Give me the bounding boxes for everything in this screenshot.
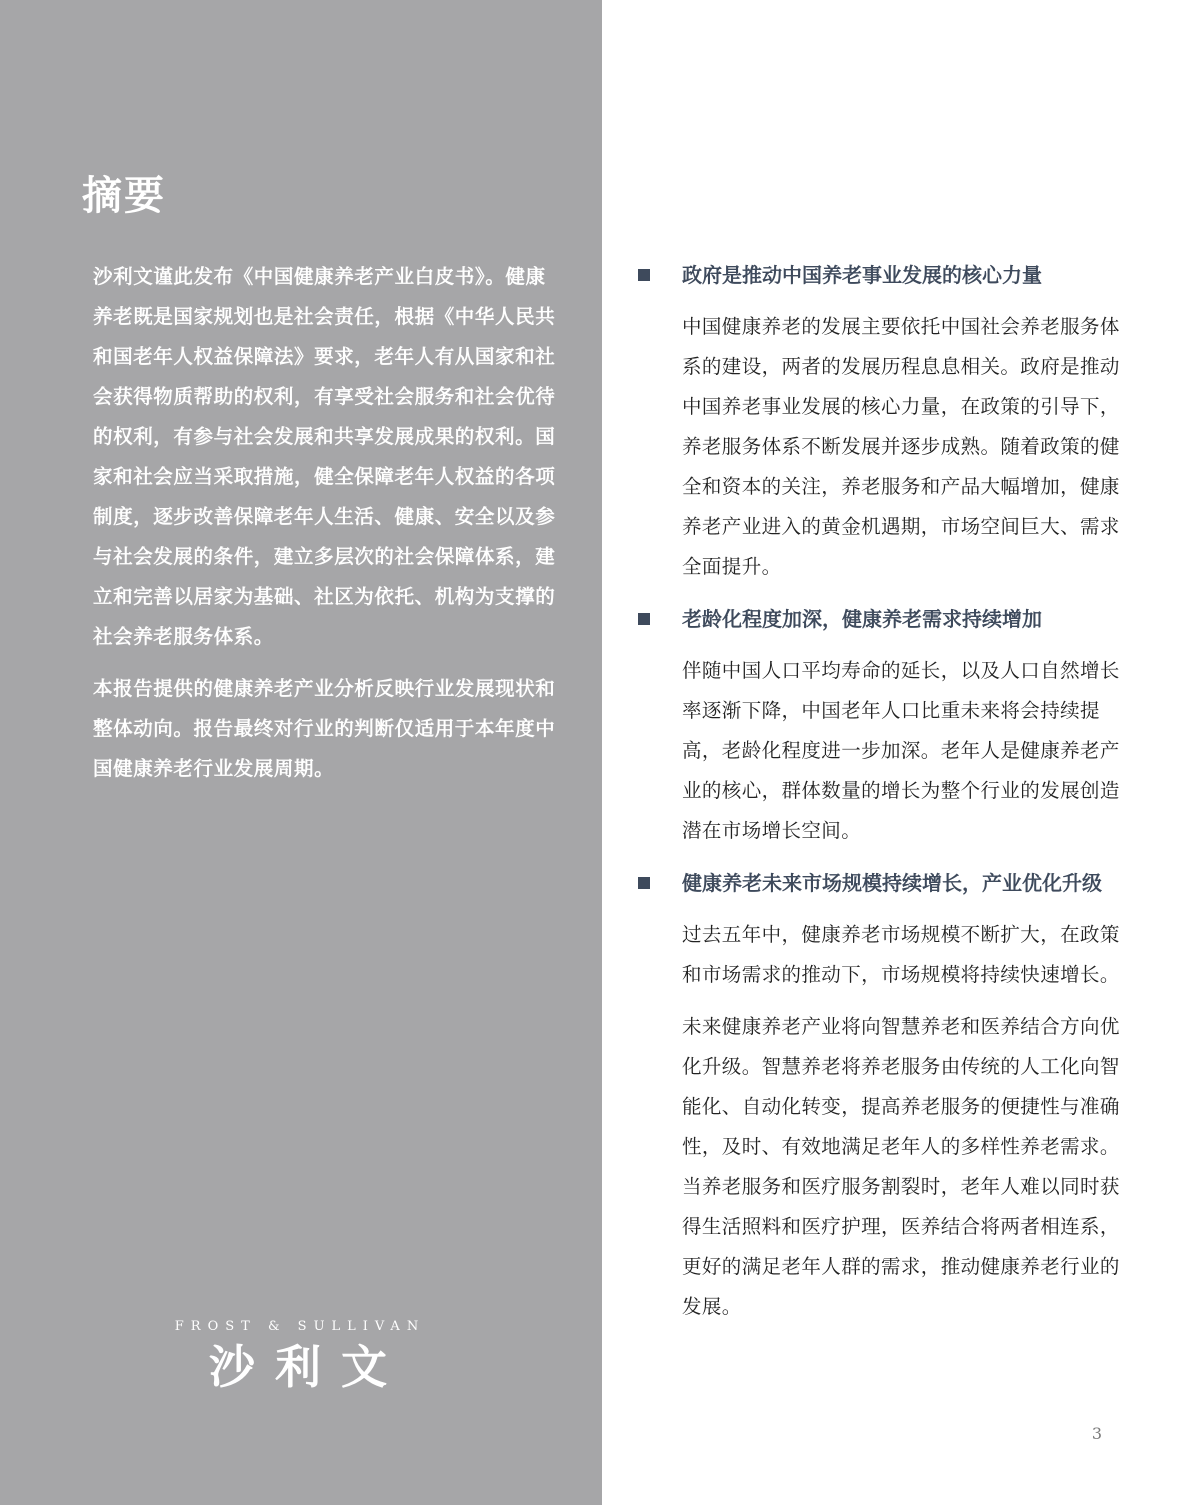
section-header [638, 255, 1138, 295]
page-number: 3 [1091, 1424, 1103, 1443]
finding-section [638, 863, 1138, 1327]
summary-paragraph: 本报告提供的健康养老产业分析反映行业发展现状和整体动向。报告最终对行业的判断仅适用于本年度中国健康养老行业发展周期。 [93, 677, 556, 780]
frost-sullivan-logo [150, 1318, 450, 1396]
section-header [638, 863, 1138, 903]
section-heading: 老龄化程度加深，健康养老需求持续增加 [682, 607, 1042, 631]
finding-section [638, 599, 1138, 851]
section-paragraph: 未来健康养老产业将向智慧养老和医养结合方向优化升级。智慧养老将养老服务由传统的人工化向智能化、自动化转变，提高养老服务的便捷性与准确性，及时、有效地满足老年人的多样性养老需求。当养老服务和医疗服务割裂时，老年人难以同时获得生活照料和医疗护理，医养结合将两者相连系，更好的满足老年人群的需求，推动健康养老行业的发展。 [682, 1015, 1120, 1318]
section-paragraph: 过去五年中，健康养老市场规模不断扩大，在政策和市场需求的推动下，市场规模将持续快速增长。 [682, 923, 1120, 986]
section-paragraph: 中国健康养老的发展主要依托中国社会养老服务体系的建设，两者的发展历程息息相关。政府是推动中国养老事业发展的核心力量，在政策的引导下，养老服务体系不断发展并逐步成熟。随着政策的健全和资本的关注，养老服务和产品大幅增加，健康养老产业进入的黄金机遇期，市场空间巨大、需求全面提升。 [682, 315, 1120, 578]
logo-chinese-text: 沙利文 [209, 1340, 407, 1394]
square-bullet-icon [638, 613, 650, 625]
page-title: 摘要 [82, 173, 166, 219]
finding-section [638, 255, 1138, 587]
section-header [638, 599, 1138, 639]
square-bullet-icon [638, 877, 650, 889]
key-findings [638, 255, 1138, 1339]
section-heading: 健康养老未来市场规模持续增长，产业优化升级 [682, 871, 1102, 895]
section-heading: 政府是推动中国养老事业发展的核心力量 [682, 263, 1042, 287]
summary-paragraph: 沙利文谨此发布《中国健康养老产业白皮书》。健康养老既是国家规划也是社会责任，根据《中华人民共和国老年人权益保障法》要求，老年人有从国家和社会获得物质帮助的权利，有享受社会服务和社会优待的权利，有参与社会发展和共享发展成果的权利。国家和社会应当采取措施，健全保障老年人权益的各项制度，逐步改善保障老年人生活、健康、安全以及参与社会发展的条件，建立多层次的社会保障体系，建立和完善以居家为基础、社区为依托、机构为支撑的社会养老服务体系。 [93, 265, 556, 648]
summary-text [93, 257, 563, 801]
logo-english-text: FROST & SULLIVAN [174, 1319, 426, 1334]
square-bullet-icon [638, 269, 650, 281]
section-paragraph: 伴随中国人口平均寿命的延长，以及人口自然增长率逐渐下降，中国老年人口比重未来将会持续提高，老龄化程度进一步加深。老年人是健康养老产业的核心，群体数量的增长为整个行业的发展创造潜在市场增长空间。 [682, 659, 1120, 842]
